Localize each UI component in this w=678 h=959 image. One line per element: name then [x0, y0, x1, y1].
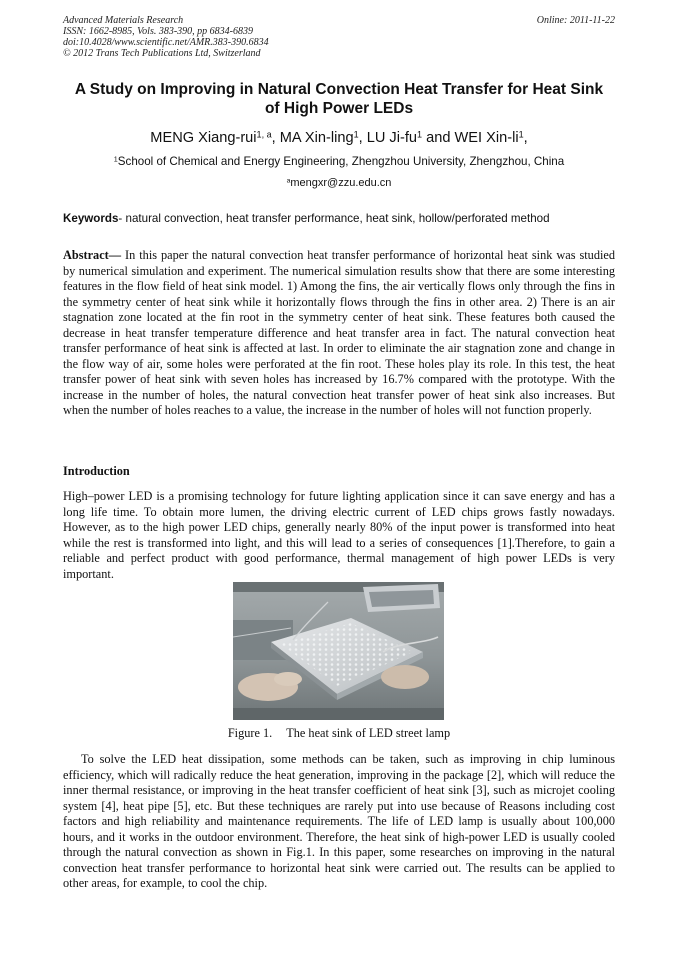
figure-label: Figure 1.: [227, 726, 273, 740]
author-name: MA Xin-ling: [279, 130, 354, 146]
email-address[interactable]: mengxr@zzu.edu.cn: [290, 177, 392, 189]
author-name: WEI Xin-li: [454, 130, 519, 146]
journal-copyright: © 2012 Trans Tech Publications Ltd, Switzerland: [63, 48, 261, 59]
figure-1-photo: [233, 582, 444, 720]
title-line-1: A Study on Improving in Natural Convection Heat Transfer for Heat Sink: [74, 81, 604, 98]
figure-caption-text: The heat sink of LED street lamp: [286, 726, 451, 740]
abstract: [63, 248, 615, 419]
abstract-text: In this paper the natural convection heat transfer performance of horizontal heat sink was studied by numerical simulation and experiment. The numerical simulation results show that there are some interesting features in the flow field of heat sink model. 1) Among the fins, the air vertically flows only through the fins in the symmetry center of heat sink while it horizontally flows through the fins in other area. 2) There is an air stagnation zone located at the fin root in the symmetry center of heat sink. These features both caused the decrease in heat transfer temperature difference and heat transfer area in fact. The natural convection heat transfer performance of heat sink is affected at last. In order to eliminate the air stagnation zone and change in the flow way of air, some holes were perforated at the fin root. These holes play its role. In this test, the heat transfer power of heat sink with seven holes has increased by 16.7% compared with the prototype. With the increase in the number of holes, the natural convection heat transfer power of heat sink also increases. But when the number of holes reaches to a value, the increase in the number of holes will not function properly.: [63, 248, 615, 417]
journal-name: Advanced Materials Research: [63, 15, 184, 26]
author-separator: ,: [271, 130, 280, 146]
led-street-lamp-heat-sink-image: [233, 582, 444, 720]
abstract-label: Abstract—: [63, 248, 122, 262]
keywords-label: Keywords: [63, 212, 119, 225]
author-separator: ,: [523, 130, 528, 146]
author-name: MENG Xiang-rui: [150, 130, 257, 146]
author-affiliation-mark: 1: [417, 129, 423, 140]
author-affiliation-mark: 1, a: [256, 129, 272, 140]
figure-1-caption: [63, 726, 615, 741]
keywords: [63, 211, 615, 226]
email-mark: a: [286, 177, 291, 185]
affiliation-text: School of Chemical and Energy Engineering, Zhengzhou University, Zhengzhou, China: [117, 155, 565, 168]
author-separator: ,: [358, 130, 367, 146]
author-separator: and: [422, 130, 455, 146]
introduction-paragraph-2: To solve the LED heat dissipation, some methods can be taken, such as improving in chip luminous efficiency, which will radically reduce the heat generation, improving in the package [2], which will reduce the inner thermal resistance, or improving in the heat transfer coefficient of heat sink [3], such as microjet cooling system [4], heat pipe [5], etc. But these techniques are rarely put into use because of Reasons including cost factors and high reliability and maintenance requirements. The life of LED lamp is usually about 100,000 hours, and it works in the outdoor environment. Therefore, the heat sink of high-power LED is usually cooled through the natural convection as shown in Fig.1. In this paper, some researches on improving in the natural convection heat transfer performance to horizontal heat sink were carried out. The results can be applied to other areas, for example, to cool the chip.: [63, 752, 615, 890]
introduction-paragraph-1: High–power LED is a promising technology for future lighting application since it can save energy and has a long life time. To obtain more lumen, the driving electric current of LED chips grows fastly nowadays. However, as to the high power LED chips, generally nearly 80% of the input power is transformed into heat while the rest is transformed into light, and this will lead to a series of consequences [1].Therefore, to gain a reliable and perfect product with good performance, thermal management of high power LEDs is very important.: [63, 489, 615, 581]
title-line-2: of High Power LEDs: [264, 100, 414, 117]
paper-title: [40, 80, 638, 118]
contact-email: [40, 176, 638, 190]
section-heading-introduction: Introduction: [63, 464, 130, 478]
author-list: [40, 129, 638, 147]
affiliation-mark: 1: [113, 154, 118, 164]
journal-doi: doi:10.4028/www.scientific.net/AMR.383-390.6834: [63, 37, 269, 48]
journal-issn: ISSN: 1662-8985, Vols. 383-390, pp 6834-6839: [63, 26, 253, 37]
author-affiliation-mark: 1: [518, 129, 524, 140]
journal-header: [63, 15, 615, 59]
author-affiliation-mark: 1: [353, 129, 359, 140]
keywords-text: - natural convection, heat transfer performance, heat sink, hollow/perforated method: [118, 212, 550, 225]
affiliation: [40, 155, 638, 169]
online-date: Online: 2011-11-22: [536, 15, 615, 26]
author-name: LU Ji-fu: [366, 130, 417, 146]
